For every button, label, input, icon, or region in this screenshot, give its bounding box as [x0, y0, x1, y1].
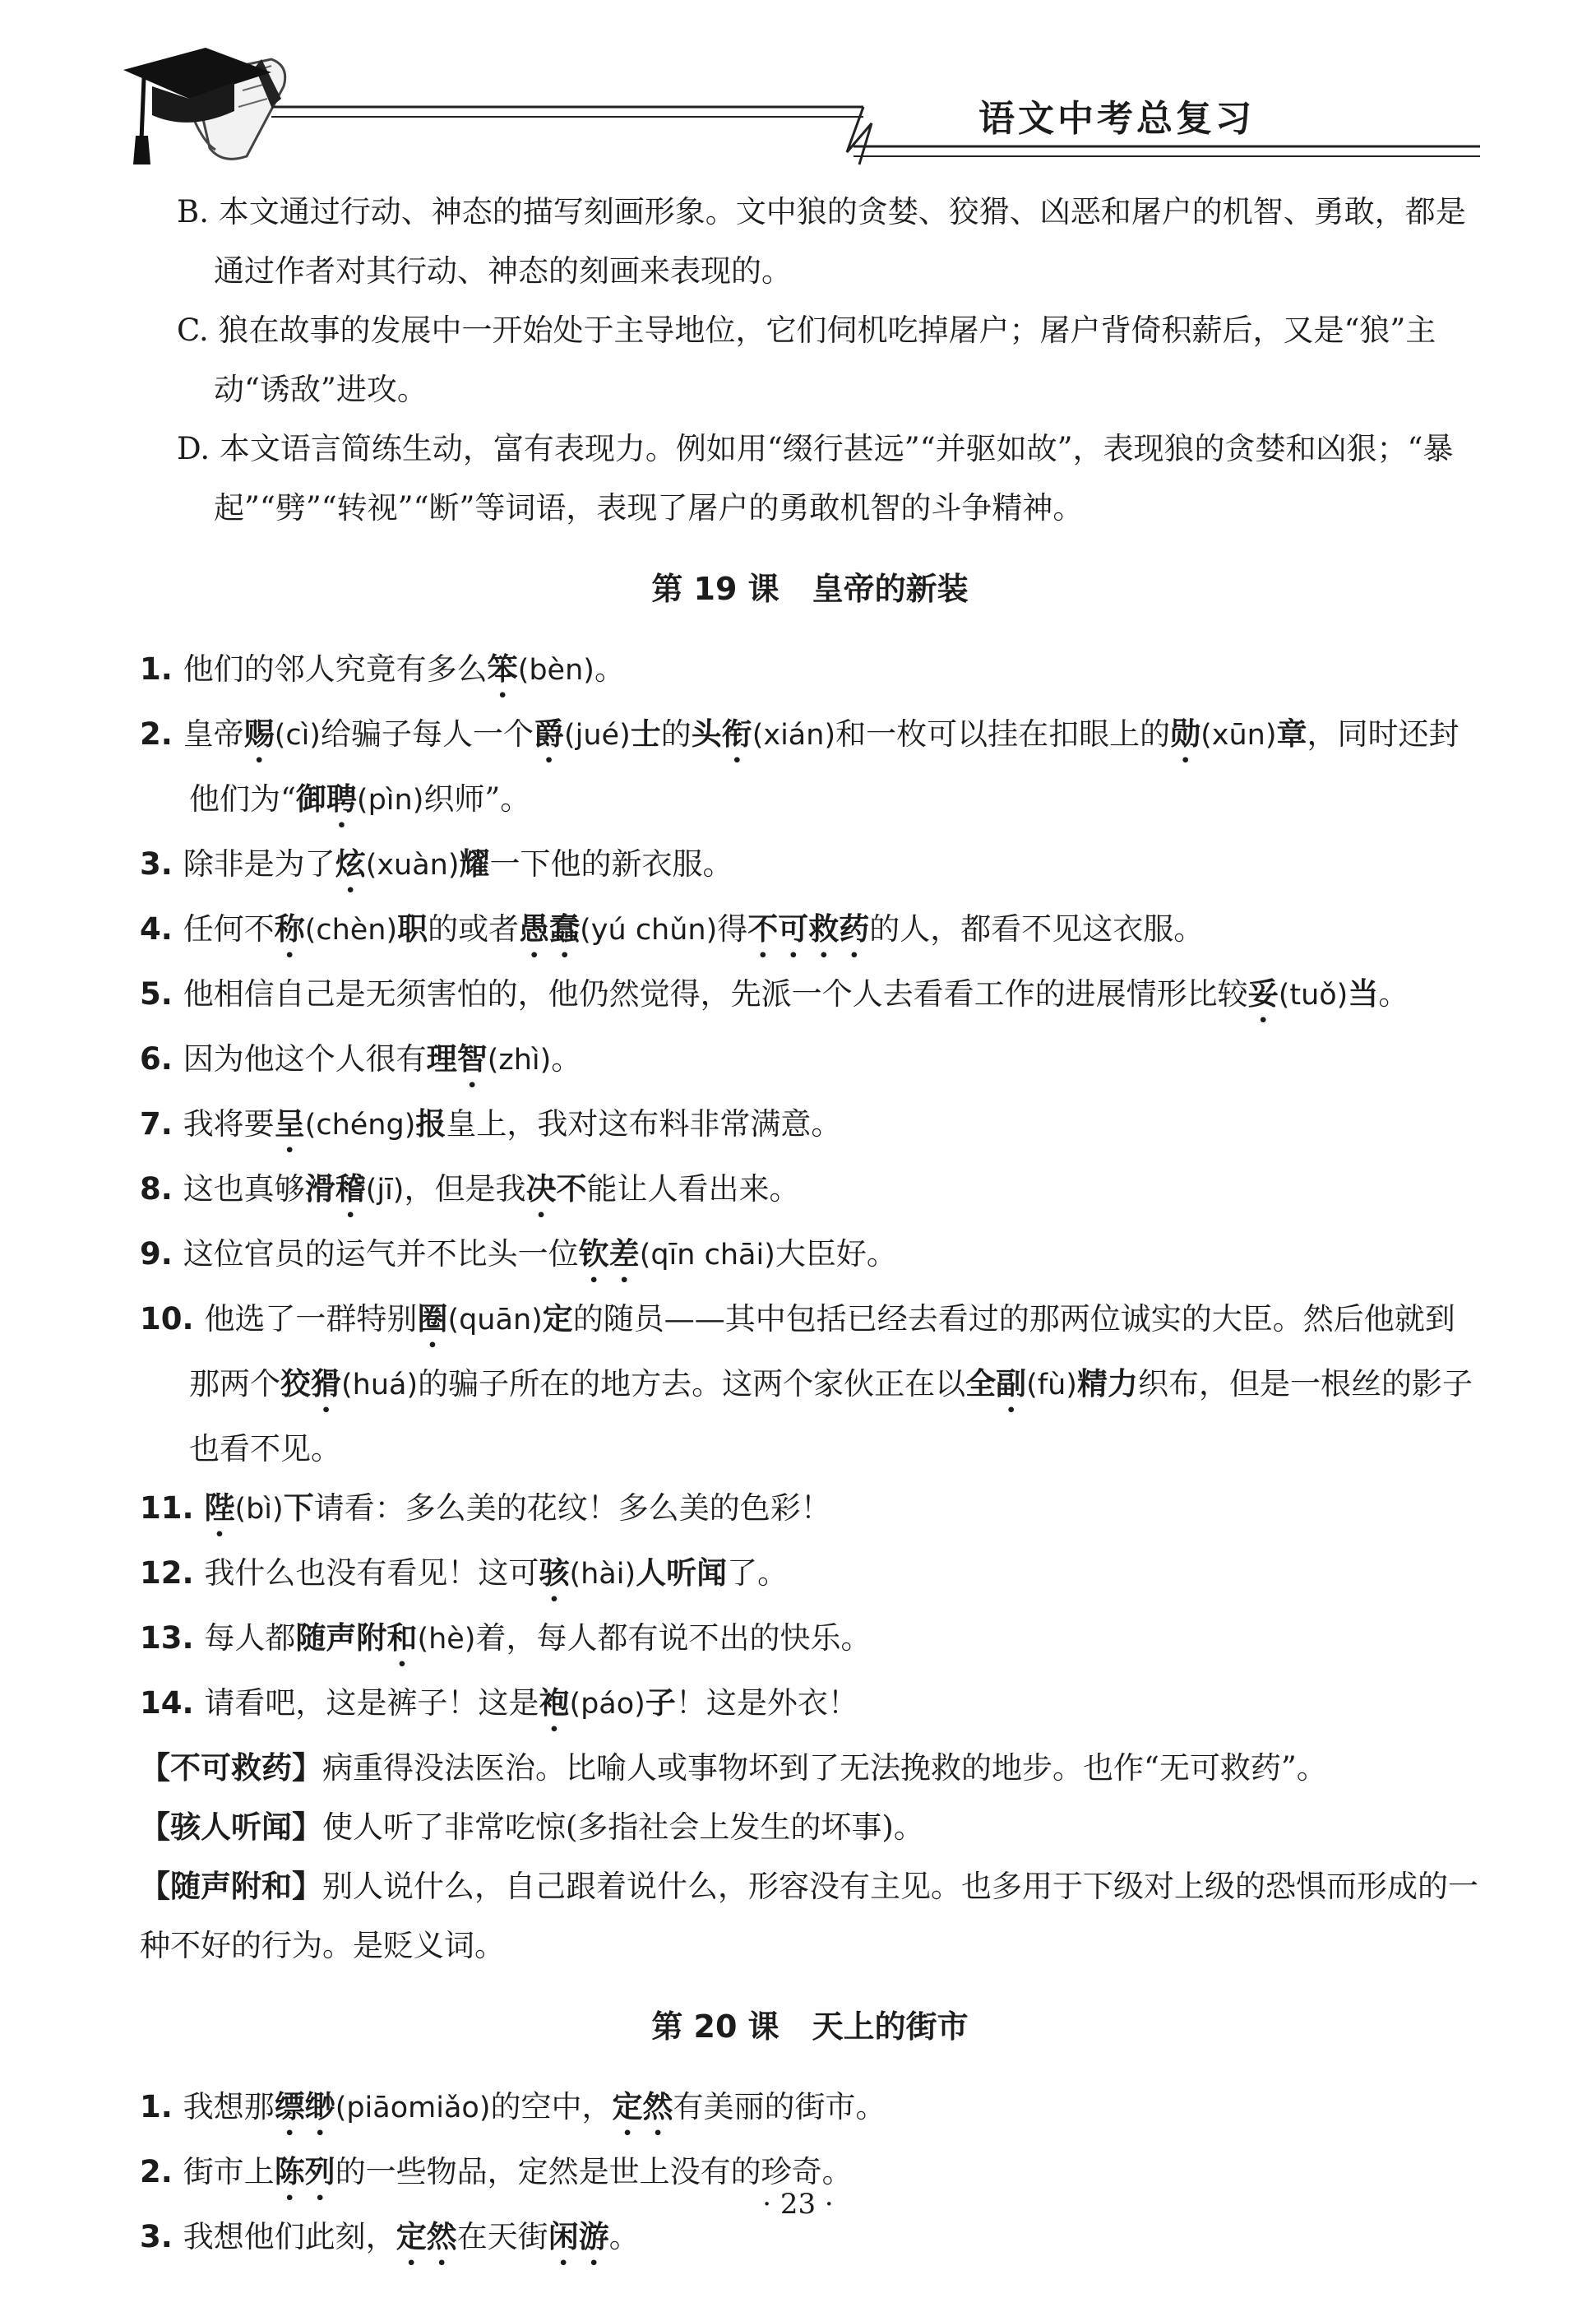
page-number: · 23 · [762, 2188, 834, 2221]
definition-text: 别人说什么，自己跟着说什么，形容没有主见。也多用于下级对上级的恐惧而形成的一种不好的行为。是贬义词。 [140, 1869, 1478, 1963]
item-text: 的 [660, 716, 692, 752]
lesson-20-name: 天上的街市 [812, 2008, 969, 2045]
pinyin: (xuàn) [365, 849, 460, 882]
keyword: 钦差 [578, 1236, 640, 1272]
bold-word: 子 [645, 1685, 676, 1721]
page-header [0, 0, 1596, 173]
keyword: 炫 [335, 846, 366, 882]
list-item [140, 1290, 1480, 1479]
item-text: 。 [551, 1041, 582, 1077]
list-item [140, 705, 1480, 835]
keyword: 不可救药 [747, 911, 870, 947]
keyword: 妥 [1247, 976, 1279, 1012]
item-number: 9. [140, 1236, 183, 1272]
bold-word: 全 [965, 1366, 997, 1402]
item-text: 着，每人都有说不出的快乐。 [475, 1620, 872, 1656]
list-item [140, 1095, 1480, 1160]
header-decoration [0, 0, 1596, 173]
lesson-19-label: 第 19 课 [651, 571, 779, 607]
pinyin: (chèn) [304, 914, 398, 947]
lesson-20-label: 第 20 课 [651, 2008, 779, 2045]
item-text: 街市上 [183, 2154, 275, 2189]
bold-word: 御 [295, 781, 326, 817]
bold-word: 章 [1276, 716, 1307, 752]
item-text: 的骗子所在的地方去。这两个家伙正在以 [418, 1366, 966, 1402]
list-item [140, 1225, 1480, 1290]
item-text: 这也真够 [183, 1171, 305, 1207]
lesson-20-title [140, 1997, 1480, 2056]
definition-term: 【不可救药】 [140, 1750, 322, 1786]
item-text: 的人，都看不见这衣服。 [869, 911, 1205, 947]
item-number: 1. [140, 2089, 183, 2124]
item-text: 任何不 [183, 911, 275, 947]
item-text: 他们的邻人究竟有多么 [183, 651, 488, 687]
pinyin: (tuǒ) [1278, 979, 1349, 1012]
item-text: 的或者 [428, 911, 520, 947]
definition [140, 1857, 1480, 1976]
item-text: 这位官员的运气并不比头一位 [183, 1236, 579, 1272]
page-content [140, 183, 1480, 2273]
item-number: 13. [140, 1620, 205, 1656]
item-text: 请看：多么美的花纹！多么美的色彩！ [313, 1490, 831, 1526]
item-text: 织布，但是一根丝的影子也看不见。 [189, 1366, 1473, 1466]
keyword: 袍 [539, 1685, 570, 1721]
item-text: 大臣好。 [775, 1236, 897, 1272]
pinyin: (yú chǔn) [580, 914, 718, 947]
item-text: 的随员——其中包括已经去看过的那两位诚实的大臣。然后他就到那两个 [189, 1301, 1455, 1402]
keyword: 爵 [533, 716, 564, 752]
list-item [140, 640, 1480, 705]
keyword: 和 [386, 1620, 418, 1656]
keyword: 智 [456, 1041, 488, 1077]
keyword: 猾 [311, 1366, 341, 1402]
item-text: 在天街 [456, 2219, 548, 2254]
list-item [140, 1544, 1480, 1609]
keyword: 笨 [487, 651, 518, 687]
pinyin: (bèn) [517, 654, 594, 687]
item-text: 我想他们此刻， [183, 2219, 396, 2254]
bold-word: 滑 [304, 1171, 335, 1207]
item-text: 得 [717, 911, 748, 947]
list-item [140, 1030, 1480, 1095]
keyword: 陈列 [274, 2154, 335, 2189]
pinyin: (jué) [563, 719, 631, 752]
list-item [140, 1674, 1480, 1739]
item-text: 我将要 [183, 1106, 275, 1142]
bold-word: 下 [283, 1490, 314, 1526]
definition-text: 使人听了非常吃惊(多指社会上发生的坏事)。 [322, 1809, 924, 1845]
pinyin: (hài) [569, 1558, 636, 1591]
keyword: 圈 [417, 1301, 448, 1337]
bold-word: 狡 [280, 1366, 311, 1402]
pinyin: (xūn) [1200, 719, 1277, 752]
item-number: 10. [140, 1301, 205, 1337]
item-text: ，但是我 [404, 1171, 526, 1207]
answer-options [140, 183, 1480, 538]
item-text: 织师”。 [423, 781, 531, 817]
lesson-19-items [140, 640, 1480, 1739]
item-text: 因为他这个人很有 [183, 1041, 427, 1077]
item-number: 7. [140, 1106, 183, 1142]
item-number: 8. [140, 1171, 183, 1207]
item-text: 请看吧，这是裤子！这是 [204, 1685, 539, 1721]
item-text: 。 [608, 2219, 640, 2254]
pinyin: (jī) [365, 1174, 405, 1207]
keyword: 聘 [326, 781, 357, 817]
lesson-19-definitions [140, 1739, 1480, 1976]
bold-word: 精力 [1076, 1366, 1138, 1402]
header-title: 语文中考总复习 [978, 98, 1255, 140]
bold-word: 头 [691, 716, 722, 752]
lesson-20-items [140, 2078, 1480, 2273]
keyword: 稽 [335, 1171, 366, 1207]
pinyin: (pìn) [356, 784, 424, 817]
keyword: 勋 [1170, 716, 1201, 752]
item-number: 3. [140, 2219, 183, 2254]
item-text: 的空中， [490, 2089, 613, 2124]
list-item [140, 1160, 1480, 1225]
pinyin: (bì) [234, 1493, 284, 1526]
keyword: 赐 [243, 716, 275, 752]
bold-word: 不 [556, 1171, 587, 1207]
keyword: 定然 [612, 2089, 673, 2124]
item-text: 。 [1378, 976, 1409, 1012]
list-item [140, 2078, 1480, 2143]
pinyin: (xián) [752, 719, 836, 752]
pinyin: (cì) [274, 719, 321, 752]
item-text: 皇上，我对这布料非常满意。 [446, 1106, 842, 1142]
keyword: 缥缈 [274, 2089, 335, 2124]
keyword: 骇 [539, 1555, 570, 1591]
item-text: ！这是外衣！ [675, 1685, 858, 1721]
pinyin: (fù) [1026, 1369, 1077, 1402]
item-number: 14. [140, 1685, 205, 1721]
item-number: 3. [140, 846, 183, 882]
lesson-19-name: 皇帝的新装 [812, 571, 969, 607]
item-number: 5. [140, 976, 183, 1012]
item-number: 12. [140, 1555, 205, 1591]
item-text: 皇帝 [183, 716, 244, 752]
pinyin: (zhì) [487, 1044, 552, 1077]
item-number: 2. [140, 2154, 183, 2189]
list-item [140, 965, 1480, 1030]
item-text: 的一些物品，定然是世上没有的珍奇。 [335, 2154, 853, 2189]
bold-word: 报 [415, 1106, 446, 1142]
keyword: 称 [274, 911, 305, 947]
pinyin: (hè) [417, 1623, 476, 1656]
option-b: B. 本文通过行动、神态的描写刻画形象。文中狼的贪婪、狡猾、凶恶和屠户的机智、勇敢，都是通过作者对其行动、神态的刻画来表现的。 [177, 194, 1466, 289]
item-text: 一下他的新衣服。 [489, 846, 733, 882]
keyword: 衔 [721, 716, 752, 752]
definition-text: 病重得没法医治。比喻人或事物坏到了无法挽救的地步。也作“无可救药”。 [322, 1750, 1327, 1786]
keyword: 愚蠢 [519, 911, 581, 947]
keyword: 决 [525, 1171, 557, 1207]
item-text: 有美丽的街市。 [673, 2089, 886, 2124]
item-number: 2. [140, 716, 183, 752]
list-item [140, 900, 1480, 965]
keyword: 呈 [274, 1106, 305, 1142]
bold-word: 耀 [459, 846, 490, 882]
bold-word: 定 [542, 1301, 573, 1337]
definition-term: 【随声附和】 [140, 1869, 322, 1904]
list-item [140, 1479, 1480, 1544]
definition [140, 1798, 1480, 1857]
item-text: ，同时还封他们为“ [189, 716, 1460, 817]
item-text: 我什么也没有看见！这可 [204, 1555, 539, 1591]
lesson-19-title [140, 559, 1480, 619]
definition [140, 1739, 1480, 1798]
keyword: 副 [996, 1366, 1027, 1402]
pinyin: (piāomiǎo) [335, 2092, 491, 2124]
bold-word: 当 [1348, 976, 1379, 1012]
list-item [140, 835, 1480, 900]
item-number: 4. [140, 911, 183, 947]
bold-word: 随声附 [295, 1620, 387, 1656]
item-text: 给骗子每人一个 [320, 716, 534, 752]
option-c: C. 狼在故事的发展中一开始处于主导地位，它们伺机吃掉屠户；屠户背倚积薪后，又是“狼”主动“诱敌”进攻。 [177, 313, 1436, 407]
bold-word: 人听闻 [636, 1555, 728, 1591]
item-number: 6. [140, 1041, 183, 1077]
pinyin: (huá) [341, 1369, 419, 1402]
keyword: 陛 [204, 1490, 235, 1526]
item-text: 。 [594, 651, 625, 687]
pinyin: (qīn chāi) [639, 1239, 775, 1272]
keyword: 定然 [396, 2219, 457, 2254]
item-text: 了。 [727, 1555, 789, 1591]
option-d: D. 本文语言简练生动，富有表现力。例如用“缀行甚远”“并驱如故”，表现狼的贪婪和凶狠；“暴起”“劈”“转视”“断”等词语，表现了屠户的勇敢机智的斗争精神。 [177, 431, 1454, 526]
list-item [140, 1609, 1480, 1674]
pinyin: (quān) [447, 1304, 543, 1337]
item-text: 他选了一群特别 [204, 1301, 418, 1337]
pinyin: (páo) [569, 1688, 645, 1721]
bold-word: 职 [397, 911, 428, 947]
item-text: 除非是为了 [183, 846, 335, 882]
item-text: 能让人看出来。 [586, 1171, 800, 1207]
item-number: 11. [140, 1490, 205, 1526]
item-text: 我想那 [183, 2089, 275, 2124]
item-text: 和一枚可以挂在扣眼上的 [835, 716, 1171, 752]
definition-term: 【骇人听闻】 [140, 1809, 322, 1845]
bold-word: 士 [630, 716, 661, 752]
keyword: 闲游 [548, 2219, 609, 2254]
item-text: 他相信自己是无须害怕的，他仍然觉得，先派一个人去看看工作的进展情形比较 [183, 976, 1248, 1012]
pinyin: (chéng) [304, 1109, 416, 1142]
item-text: 每人都 [204, 1620, 296, 1656]
bold-word: 理 [426, 1041, 457, 1077]
item-number: 1. [140, 651, 183, 687]
